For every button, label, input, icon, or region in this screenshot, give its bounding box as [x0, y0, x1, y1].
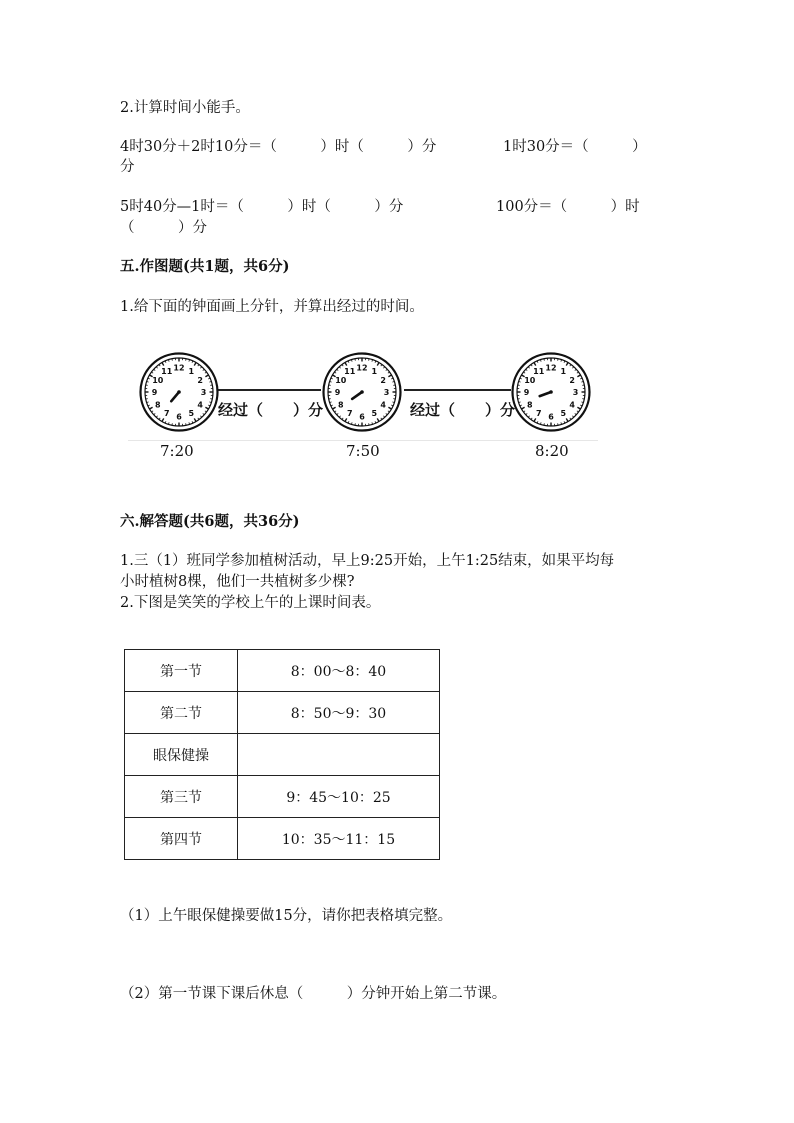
- clock-numeral: 6: [176, 412, 182, 422]
- clock-numeral: 2: [569, 375, 576, 385]
- clock-numeral: 5: [560, 409, 567, 419]
- clock-numeral: 3: [200, 388, 207, 397]
- clock-numeral: 10: [524, 375, 536, 385]
- calc-row1-wrap: 分: [120, 159, 135, 175]
- clock-numeral: 2: [197, 375, 204, 385]
- clock-numeral: 4: [197, 400, 204, 410]
- time-cell: 10：35～11：15: [238, 818, 440, 860]
- scan-artifact-line: [128, 440, 598, 441]
- clock-1: [139, 352, 219, 436]
- period-cell: 眼保健操: [125, 734, 238, 776]
- clock-face-icon: [139, 352, 219, 432]
- clock-numeral: 10: [152, 375, 164, 385]
- period-cell: 第四节: [125, 818, 238, 860]
- clock-numeral: 5: [371, 409, 378, 419]
- clock-numeral: 3: [383, 388, 390, 397]
- period-cell: 第一节: [125, 650, 238, 692]
- clock-numeral: 12: [356, 363, 368, 373]
- clock-numeral: 6: [548, 412, 554, 422]
- clock-numeral: 1: [371, 366, 378, 376]
- clock-numeral: 8: [154, 400, 161, 410]
- clock-numeral: 8: [337, 400, 344, 410]
- time-cell-blank[interactable]: [238, 734, 440, 776]
- clock-numeral: 10: [335, 375, 347, 385]
- period-cell: 第二节: [125, 692, 238, 734]
- clock-face-icon: [322, 352, 402, 432]
- section6-sub1: （1）上午眼保健操要做15分，请你把表格填完整。: [120, 908, 453, 924]
- clock-face-icon: [511, 352, 591, 432]
- table-row: [125, 734, 440, 776]
- calc-row1-right: 1时30分＝（ ）: [503, 139, 647, 155]
- section5-question: 1.给下面的钟面画上分针，并算出经过的时间。: [120, 299, 424, 315]
- calc-row2-right: 100分＝（ ）时: [496, 199, 640, 215]
- clock-numeral: 7: [163, 409, 170, 419]
- clock-numeral: 9: [334, 388, 341, 397]
- clock-numeral: 4: [380, 400, 387, 410]
- clock-numeral: 9: [151, 388, 158, 397]
- clock-numeral: 2: [380, 375, 387, 385]
- clock-numeral: 3: [572, 388, 579, 397]
- clock-1-time: 7:20: [160, 442, 194, 460]
- calc-heading: 2.计算时间小能手。: [120, 100, 250, 116]
- section6-sub2: （2）第一节课下课后休息（ ）分钟开始上第二节课。: [120, 986, 507, 1002]
- table-row: [125, 776, 440, 818]
- clock-numeral: 11: [344, 366, 356, 376]
- clock-center-pin: [360, 390, 364, 394]
- schedule-table: [124, 649, 440, 860]
- period-cell: 第三节: [125, 776, 238, 818]
- section6-q2: 2.下图是笑笑的学校上午的上课时间表。: [120, 595, 381, 611]
- elapsed-label-1: 经过（ ）分: [218, 401, 324, 419]
- clock-center-pin: [177, 390, 181, 394]
- clock-numeral: 12: [545, 363, 557, 373]
- clock-3-time: 8:20: [535, 442, 569, 460]
- section5-title: 五.作图题(共1题，共6分): [120, 258, 290, 275]
- clock-numeral: 7: [535, 409, 542, 419]
- clock-numeral: 9: [523, 388, 530, 397]
- clock-numeral: 6: [359, 412, 365, 422]
- clock-numeral: 4: [569, 400, 576, 410]
- clock-2: [322, 352, 402, 436]
- table-row: [125, 818, 440, 860]
- clock-center-pin: [549, 390, 553, 394]
- clock-numeral: 8: [526, 400, 533, 410]
- clock-numeral: 7: [346, 409, 353, 419]
- calc-row2-wrap: （ ）分: [120, 220, 207, 236]
- clock-2-time: 7:50: [346, 442, 380, 460]
- connector-line-1: [217, 389, 321, 391]
- clock-numeral: 1: [188, 366, 195, 376]
- time-cell: 8：00～8：40: [238, 650, 440, 692]
- calc-row2-left: 5时40分—1时＝（ ）时（ ）分: [120, 199, 404, 215]
- elapsed-label-2: 经过（ ）分: [410, 401, 516, 419]
- clock-3: [511, 352, 591, 436]
- time-cell: 9：45～10：25: [238, 776, 440, 818]
- clock-numeral: 11: [161, 366, 173, 376]
- clock-numeral: 12: [173, 363, 185, 373]
- clock-numeral: 5: [188, 409, 195, 419]
- time-cell: 8：50～9：30: [238, 692, 440, 734]
- table-row: [125, 692, 440, 734]
- connector-line-2: [404, 389, 511, 391]
- calc-row1-left: 4时30分＋2时10分＝（ ）时（ ）分: [120, 139, 437, 155]
- table-row: [125, 650, 440, 692]
- section6-title: 六.解答题(共6题，共36分): [120, 513, 300, 530]
- clock-numeral: 1: [560, 366, 567, 376]
- clock-numeral: 11: [533, 366, 545, 376]
- section6-q1-line2: 小时植树8棵，他们一共植树多少棵?: [120, 574, 355, 590]
- section6-q1-line1: 1.三（1）班同学参加植树活动，早上9:25开始，上午1:25结束，如果平均每: [120, 553, 615, 569]
